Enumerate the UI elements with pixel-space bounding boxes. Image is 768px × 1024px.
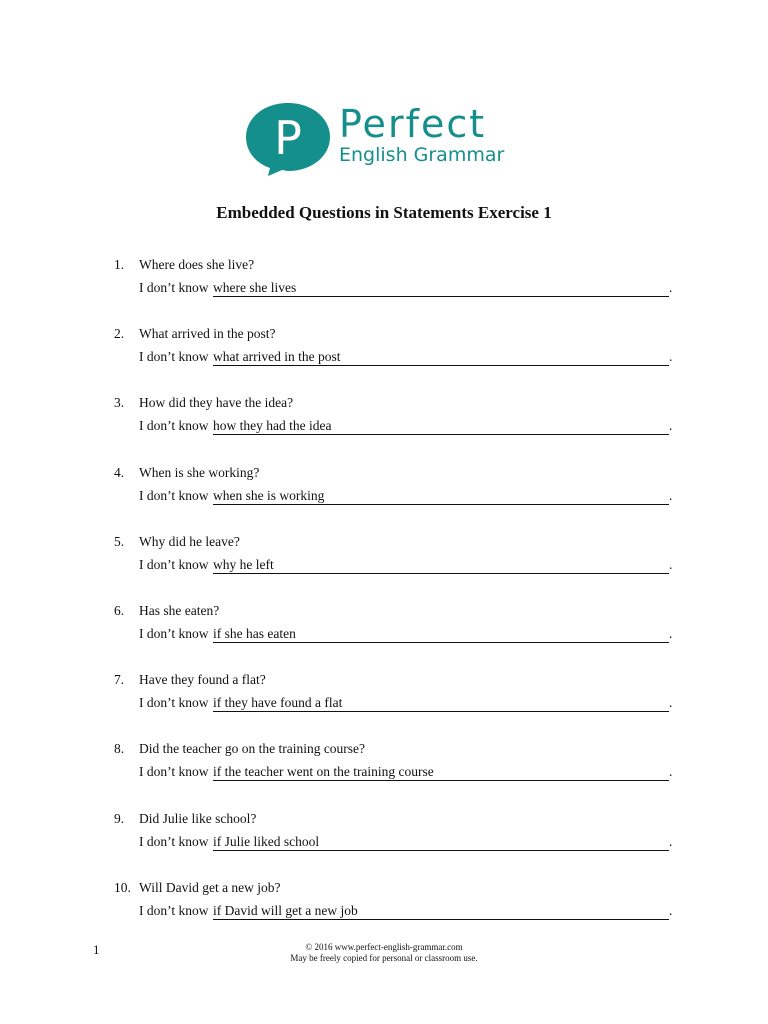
item-stem: I don’t know [139,764,209,780]
exercise-item [0,672,768,732]
answer-line [213,557,669,574]
exercise-item [0,465,768,525]
item-period: . [669,902,673,918]
item-number: 10. [114,879,131,895]
item-question: What arrived in the post? [139,326,276,342]
item-number: 2. [114,326,125,342]
item-stem: I don’t know [139,626,209,641]
item-question: Has she eaten? [139,603,220,618]
page-number: 1 [93,942,100,957]
item-number: 9. [114,810,125,826]
item-answer: how they had the idea [213,418,332,434]
item-answer: if Julie liked school [213,833,320,849]
item-number: 7. [114,672,125,688]
item-period: . [669,418,673,434]
exercise-item [0,811,768,871]
exercise-item [0,603,768,663]
exercise-item [0,395,768,455]
exercise-item [0,326,768,386]
item-stem: I don’t know [139,487,209,503]
item-question: Will David get a new job? [139,879,281,895]
item-stem: I don’t know [139,349,209,365]
item-number: 5. [114,533,125,549]
item-answer: if the teacher went on the training course [213,764,434,780]
item-period: . [669,280,673,295]
item-question: Where does she live? [139,257,255,272]
logo-subtitle: English Grammar [339,144,505,166]
footer-note: May be freely copied for personal or classroom use. [290,953,478,963]
item-period: . [669,833,673,849]
item-question: Have they found a flat? [139,672,266,688]
exercise-item [0,257,768,317]
item-answer: if she has eaten [213,626,296,641]
item-question: When is she working? [139,464,260,480]
item-stem: I don’t know [139,833,209,849]
item-number: 4. [114,464,125,480]
item-number: 6. [114,603,125,618]
item-period: . [669,349,673,365]
exercise-item [0,880,768,940]
page-title: Embedded Questions in Statements Exercise 1 [216,203,552,222]
exercise-item [0,534,768,594]
item-stem: I don’t know [139,556,209,572]
item-period: . [669,556,673,572]
item-number: 8. [114,741,125,757]
item-period: . [669,626,673,641]
logo-word: Perfect [339,102,487,146]
footer-copyright: © 2016 www.perfect-english-grammar.com [305,942,463,952]
item-period: . [669,487,673,503]
item-stem: I don’t know [139,418,209,434]
item-answer: what arrived in the post [213,349,341,365]
item-question: Did the teacher go on the training course? [139,741,366,757]
item-question: How did they have the idea? [139,395,294,411]
footer [0,942,768,964]
item-answer: why he left [213,556,274,572]
item-number: 1. [114,257,125,272]
item-question: Why did he leave? [139,533,240,549]
item-stem: I don’t know [139,695,209,711]
speech-bubble-logo-icon [244,100,334,176]
item-number: 3. [114,395,125,411]
item-stem: I don’t know [139,902,209,918]
item-answer: where she lives [213,280,297,295]
logo-letter: P [274,111,302,165]
item-period: . [669,764,673,780]
item-answer: if David will get a new job [213,902,358,918]
item-answer: when she is working [213,487,325,503]
exercise-item [0,741,768,801]
item-question: Did Julie like school? [139,810,257,826]
item-period: . [669,695,673,711]
item-stem: I don’t know [139,280,209,295]
logo [244,100,534,176]
item-answer: if they have found a flat [213,695,343,711]
